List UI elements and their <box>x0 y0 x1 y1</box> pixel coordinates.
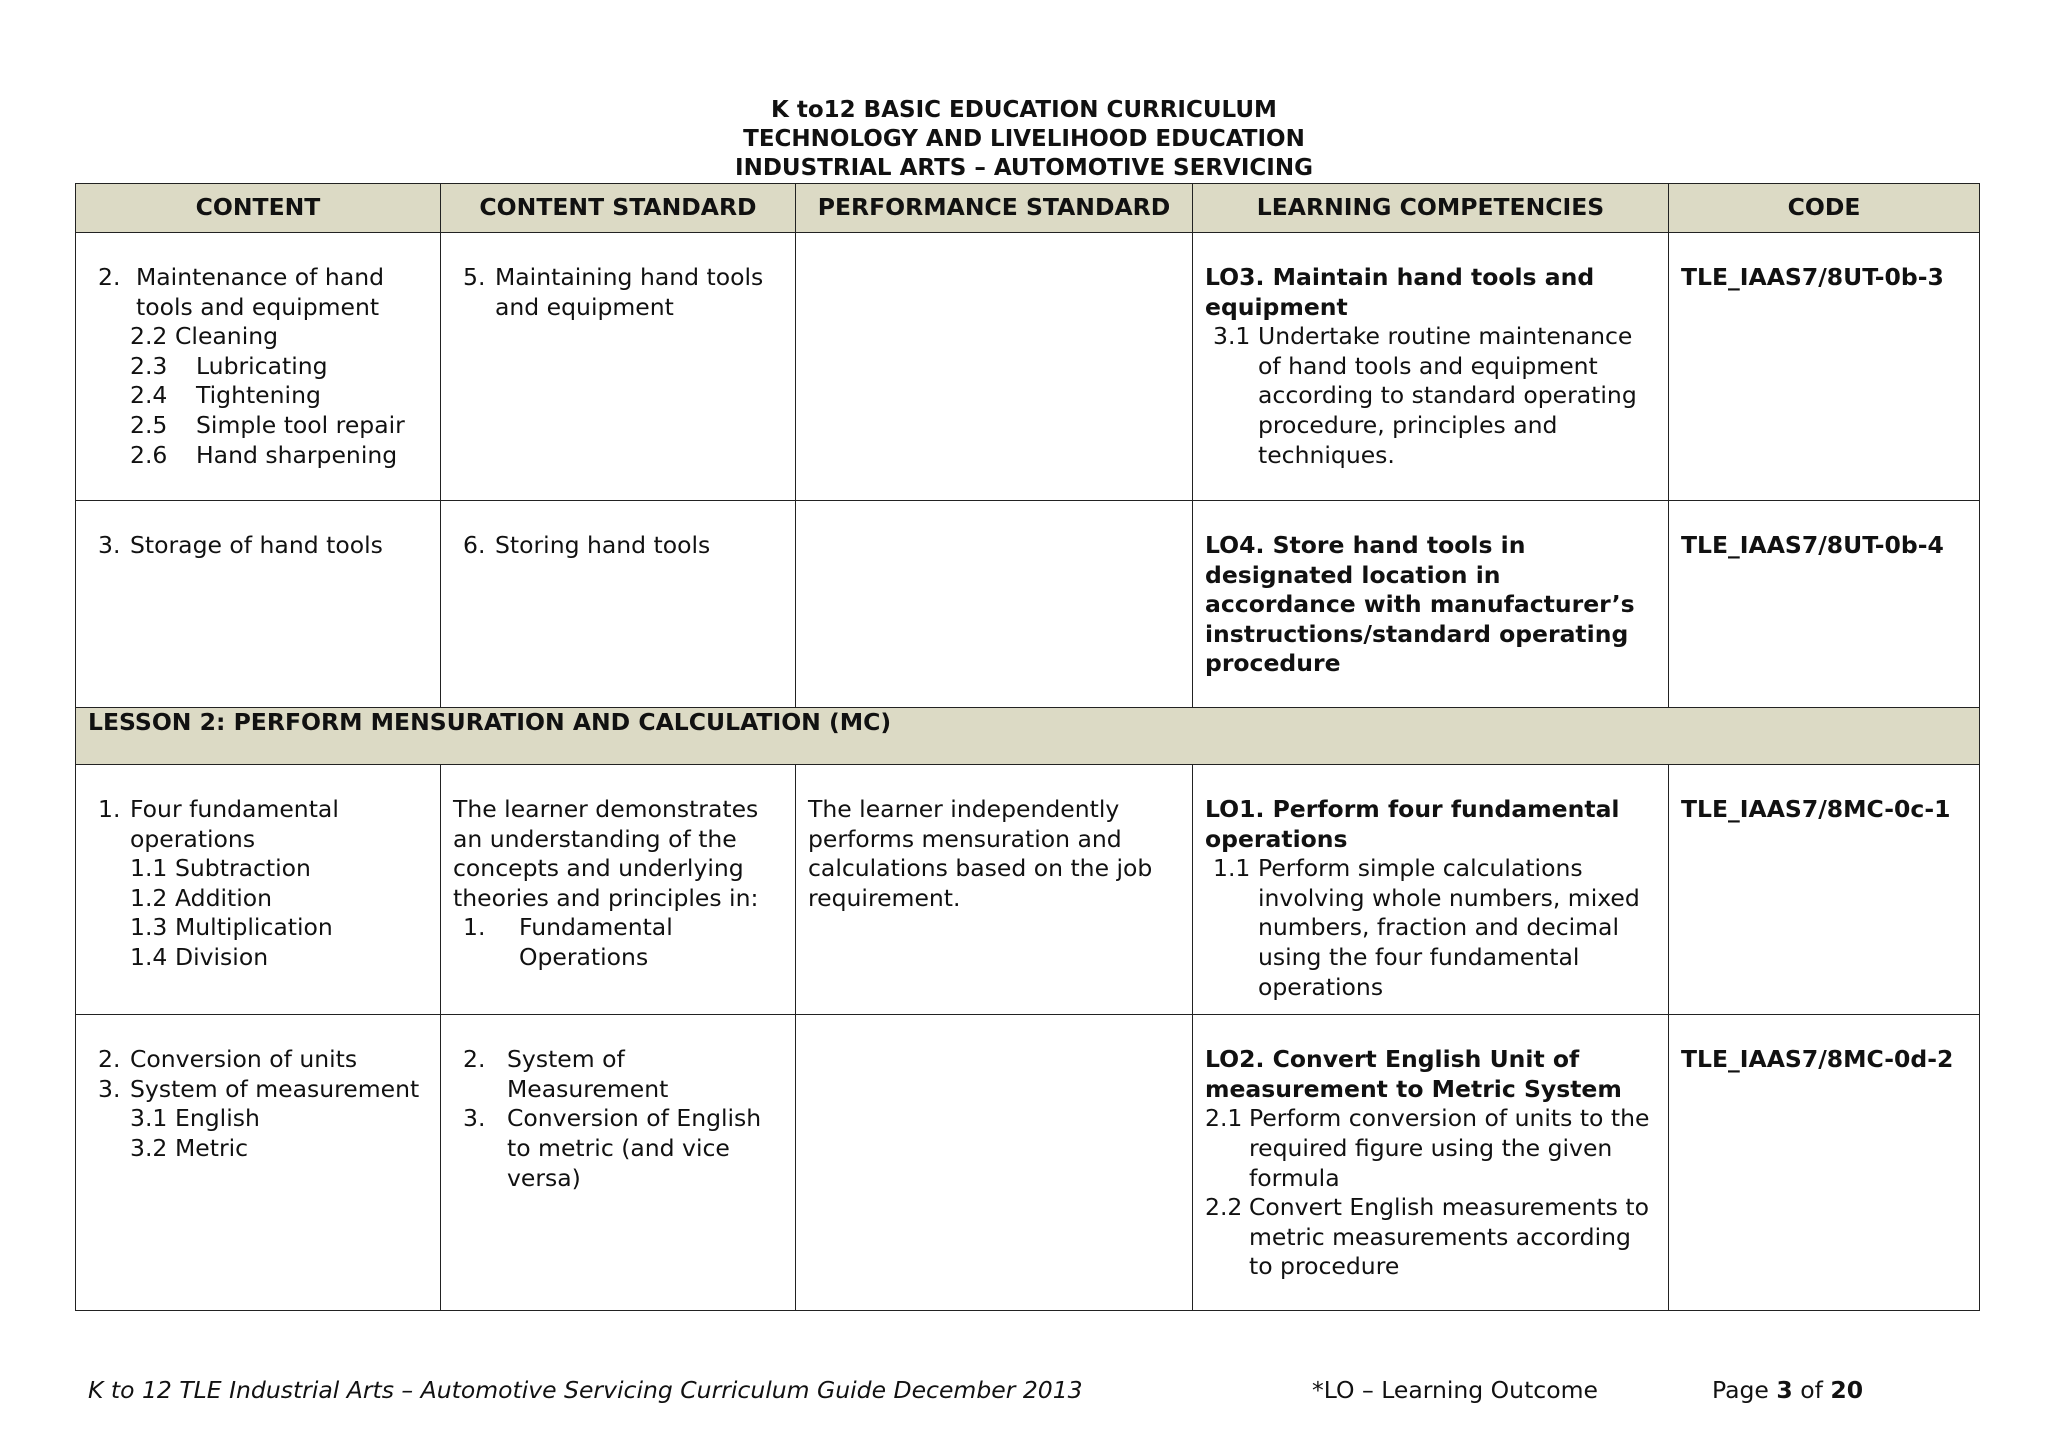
subitem-number: 1.3 <box>130 913 168 942</box>
subitem-text: Perform conversion of units to the required figure using the given formula <box>1249 1104 1650 1192</box>
standard-item <box>453 913 783 972</box>
table-header-row <box>76 184 1980 233</box>
subitem-text: Division <box>175 942 269 971</box>
content-item-number: 1. <box>98 795 121 823</box>
subitem-text: Subtraction <box>175 854 311 883</box>
standard-item-text: System of Measurement <box>507 1045 669 1103</box>
page-footer <box>0 1376 2048 1408</box>
standard-item <box>463 531 783 561</box>
footer-lo-note: *LO – Learning Outcome <box>1312 1376 1598 1404</box>
standard-item <box>463 263 783 322</box>
content-standard-cell <box>441 765 796 1015</box>
lo-title: LO3. Maintain hand tools and equipment <box>1205 263 1595 321</box>
code-cell: TLE_IAAS7/8UT-0b-4 <box>1669 501 1980 708</box>
standard-item-text: Storing hand tools <box>495 531 711 559</box>
lesson-row <box>76 708 1980 765</box>
content-item <box>98 1045 428 1075</box>
content-cell <box>76 501 441 708</box>
standard-item-number: 6. <box>463 531 486 559</box>
lo-subitem <box>1205 322 1656 470</box>
subitem-text: Metric <box>175 1133 249 1162</box>
header-line-2: TECHNOLOGY AND LIVELIHOOD EDUCATION <box>743 126 1305 152</box>
content-item-text: System of measurement <box>130 1074 420 1103</box>
content-standard-cell <box>441 501 796 708</box>
standard-item <box>463 1104 783 1193</box>
content-subitem <box>98 322 428 352</box>
standard-item-number: 2. <box>463 1045 486 1074</box>
table-row <box>76 765 1980 1015</box>
content-cell <box>76 233 441 501</box>
col-header-code: CODE <box>1669 184 1980 233</box>
subitem-number: 2.1 <box>1205 1104 1243 1133</box>
learning-competencies-cell <box>1193 233 1669 501</box>
curriculum-table <box>75 183 1980 1311</box>
content-item <box>98 531 428 561</box>
content-subitem <box>98 381 428 411</box>
standard-item-number: 5. <box>463 263 486 291</box>
subitem-number: 3.1 <box>1213 322 1251 351</box>
subitem-text: Convert English measurements to metric measurements according to procedure <box>1249 1193 1649 1281</box>
total-pages: 20 <box>1830 1376 1864 1404</box>
content-subitem <box>98 1104 428 1134</box>
document-header <box>0 96 2048 183</box>
lo-subitem <box>1205 1193 1656 1282</box>
subitem-number: 2.5 <box>130 410 168 439</box>
table-row <box>76 1015 1980 1311</box>
subitem-text: Undertake routine maintenance of hand tools and equipment according to standard operating procedure, principles and techniques. <box>1258 322 1637 469</box>
subitem-number: 2.6 <box>130 440 168 469</box>
standard-item-text: Conversion of English to metric (and vice versa) <box>507 1104 762 1192</box>
content-item-text: Storage of hand tools <box>130 531 383 559</box>
content-subitem <box>98 441 428 471</box>
lesson-title: LESSON 2: PERFORM MENSURATION AND CALCULATION (MC) <box>76 708 1980 765</box>
standard-item-text: Maintaining hand tools and equipment <box>495 263 764 321</box>
lo-subitem <box>1205 854 1656 1002</box>
subitem-number: 3.1 <box>130 1104 168 1133</box>
code-cell: TLE_IAAS7/8UT-0b-3 <box>1669 233 1980 501</box>
content-subitem <box>98 411 428 441</box>
subitem-number: 1.1 <box>130 854 168 883</box>
table-row <box>76 501 1980 708</box>
content-cell <box>76 1015 441 1311</box>
performance-standard-cell <box>796 501 1193 708</box>
subitem-text: Addition <box>175 883 273 912</box>
content-subitem <box>98 913 428 943</box>
lo-subitem <box>1205 1104 1656 1193</box>
content-item-text: Maintenance of hand tools and equipment <box>136 263 385 321</box>
content-standard-cell <box>441 1015 796 1311</box>
performance-standard-cell: The learner independently performs mensuration and calculations based on the job requirement. <box>796 765 1193 1015</box>
standard-item <box>463 1045 783 1104</box>
content-item <box>98 263 428 322</box>
content-item-number: 2. <box>98 263 121 291</box>
header-line-3: INDUSTRIAL ARTS – AUTOMOTIVE SERVICING <box>735 155 1313 181</box>
col-header-content: CONTENT <box>76 184 441 233</box>
learning-competencies-cell <box>1193 501 1669 708</box>
subitem-text: Simple tool repair <box>196 410 405 439</box>
subitem-number: 2.2 <box>130 322 168 351</box>
page-number <box>1712 1376 1863 1404</box>
current-page: 3 <box>1776 1376 1793 1404</box>
subitem-text: English <box>175 1104 260 1133</box>
lo-title: LO2. Convert English Unit of measurement to Metric System <box>1205 1045 1622 1103</box>
subitem-number: 2.2 <box>1205 1193 1243 1222</box>
code-cell: TLE_IAAS7/8MC-0d-2 <box>1669 1015 1980 1311</box>
subitem-number: 1.1 <box>1213 854 1251 883</box>
lo-title: LO1. Perform four fundamental operations <box>1205 795 1620 853</box>
standard-item-number: 1. <box>463 913 486 942</box>
subitem-number: 2.3 <box>130 351 168 380</box>
subitem-number: 3.2 <box>130 1133 168 1162</box>
content-cell <box>76 765 441 1015</box>
content-item-number: 2. <box>98 1045 121 1074</box>
subitem-text: Lubricating <box>196 351 328 380</box>
table-row <box>76 233 1980 501</box>
subitem-number: 1.2 <box>130 883 168 912</box>
code-cell: TLE_IAAS7/8MC-0c-1 <box>1669 765 1980 1015</box>
col-header-learning-competencies: LEARNING COMPETENCIES <box>1193 184 1669 233</box>
subitem-number: 2.4 <box>130 381 168 410</box>
content-item-number: 3. <box>98 1074 121 1103</box>
lo-title: LO4. Store hand tools in designated location in accordance with manufacturer’s instructions/standard operating procedure <box>1205 531 1635 678</box>
content-item <box>98 795 428 854</box>
content-item-text: Four fundamental operations <box>130 795 339 853</box>
content-item-number: 3. <box>98 531 121 559</box>
content-standard-cell <box>441 233 796 501</box>
footer-guide-title: K to 12 TLE Industrial Arts – Automotive Servicing Curriculum Guide December 2013 <box>88 1376 1083 1404</box>
standard-item-number: 3. <box>463 1104 486 1133</box>
performance-standard-cell <box>796 233 1193 501</box>
learning-competencies-cell <box>1193 1015 1669 1311</box>
subitem-text: Hand sharpening <box>196 440 398 469</box>
subitem-text: Perform simple calculations involving whole numbers, mixed numbers, fraction and decimal using the four fundamental operations <box>1258 854 1640 1001</box>
standard-intro: The learner demonstrates an understanding of the concepts and underlying theories and principles in: <box>453 795 759 912</box>
performance-standard-cell <box>796 1015 1193 1311</box>
subitem-text: Cleaning <box>175 322 279 351</box>
col-header-performance-standard: PERFORMANCE STANDARD <box>796 184 1193 233</box>
page-word: Page <box>1712 1376 1769 1404</box>
of-word: of <box>1800 1376 1823 1404</box>
content-item-text: Conversion of units <box>130 1045 358 1074</box>
learning-competencies-cell <box>1193 765 1669 1015</box>
content-subitem <box>98 943 428 973</box>
subitem-text: Tightening <box>196 381 321 410</box>
content-subitem <box>98 1134 428 1164</box>
content-subitem <box>98 884 428 914</box>
subitem-number: 1.4 <box>130 942 168 971</box>
col-header-content-standard: CONTENT STANDARD <box>441 184 796 233</box>
content-subitem <box>98 854 428 884</box>
header-line-1: K to12 BASIC EDUCATION CURRICULUM <box>771 97 1277 123</box>
content-subitem <box>98 352 428 382</box>
standard-item-text: Fundamental Operations <box>519 913 673 971</box>
subitem-text: Multiplication <box>175 913 333 942</box>
content-item <box>98 1075 428 1105</box>
